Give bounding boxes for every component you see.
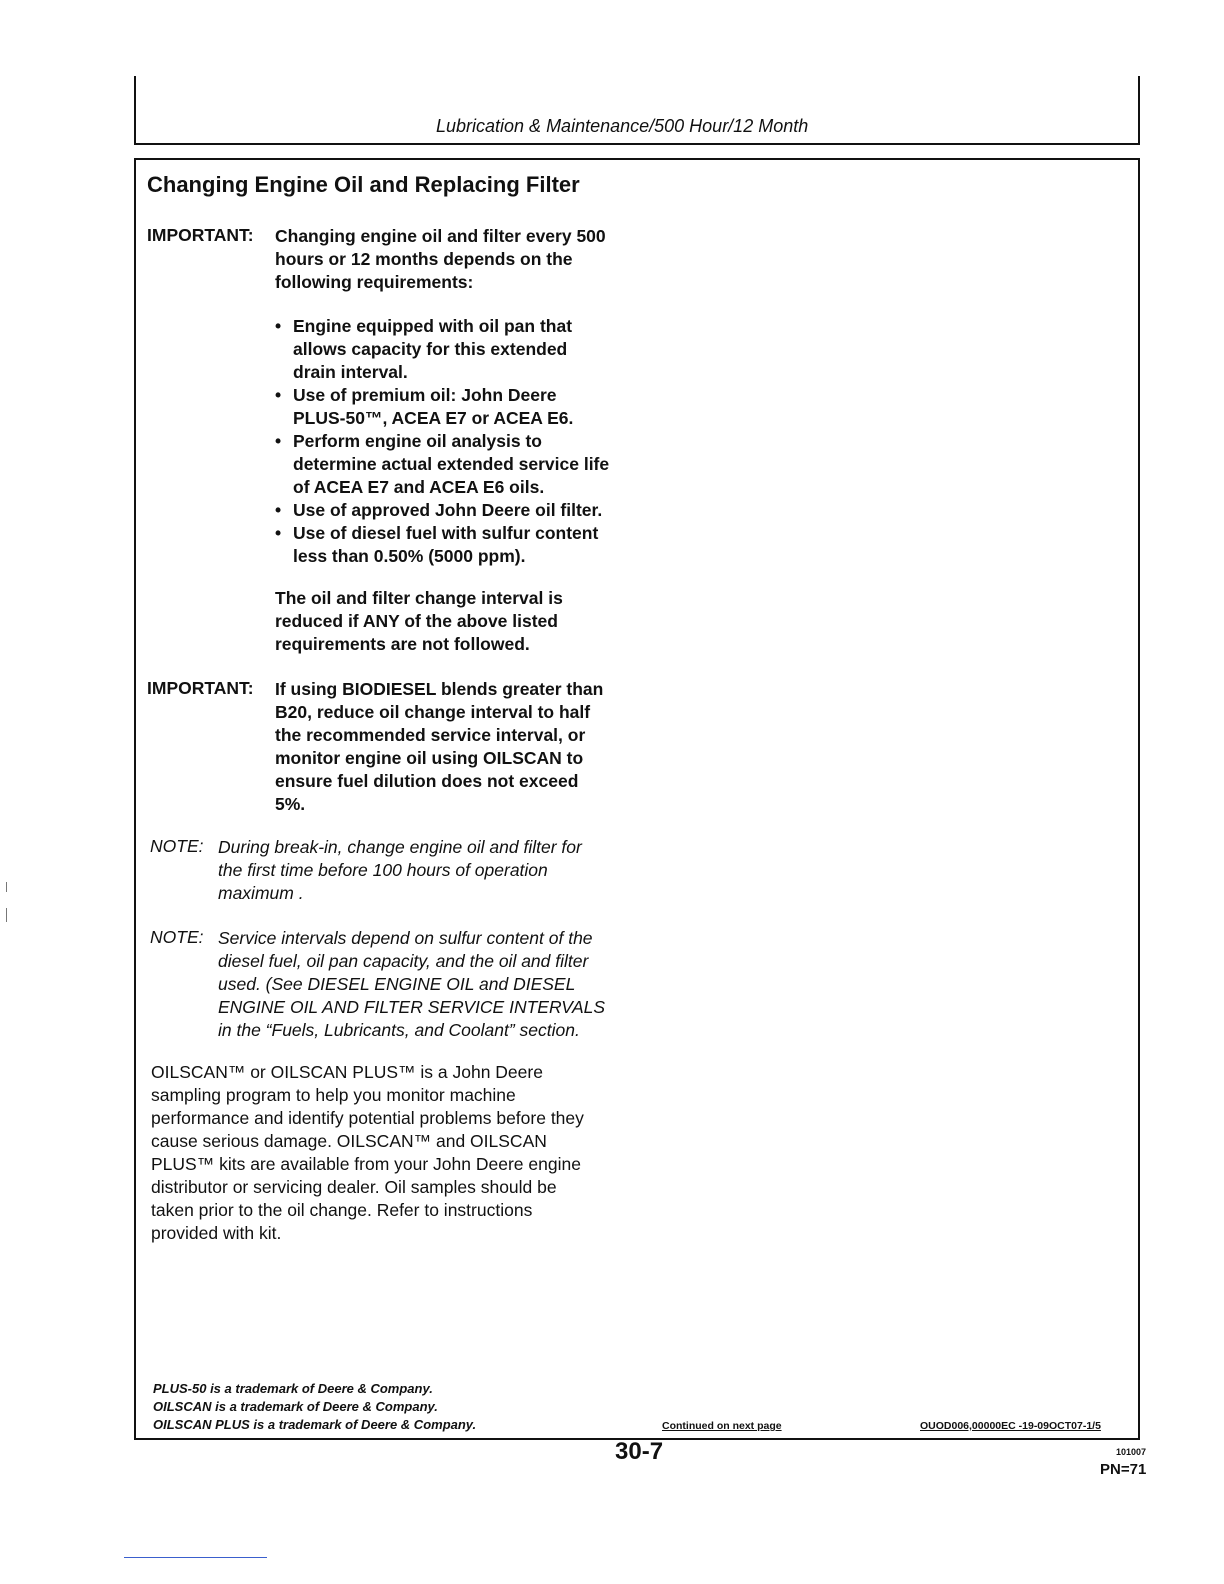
- text-line: used. (See DIESEL ENGINE OIL and DIESEL: [218, 974, 576, 994]
- text-line: hours or 12 months depends on the: [275, 249, 573, 269]
- list-item: [275, 430, 655, 499]
- page-number: 30-7: [615, 1438, 664, 1465]
- important-label-2: IMPORTANT:: [147, 678, 254, 698]
- text-line: of ACEA E7 and ACEA E6 oils.: [293, 477, 545, 497]
- header-rule-left: [134, 76, 136, 144]
- section-title: Changing Engine Oil and Replacing Filter: [147, 172, 580, 197]
- text-line: maximum .: [218, 883, 304, 903]
- pn-code: PN=71: [1100, 1461, 1147, 1478]
- text-line: diesel fuel, oil pan capacity, and the oil and filter: [218, 951, 589, 971]
- text-line: drain interval.: [293, 362, 408, 382]
- text-line: Service intervals depend on sulfur content of the: [218, 928, 593, 948]
- text-line: Use of premium oil: John Deere: [293, 385, 557, 405]
- text-line: If using BIODIESEL blends greater than: [275, 679, 604, 699]
- margin-mark: [6, 908, 7, 922]
- text-line: Use of diesel fuel with sulfur content: [293, 523, 599, 543]
- trademark-line: OILSCAN PLUS is a trademark of Deere & Company.: [153, 1417, 477, 1432]
- text-line: provided with kit.: [151, 1223, 282, 1243]
- text-line: PLUS-50™, ACEA E7 or ACEA E6.: [293, 408, 574, 428]
- list-item: [275, 522, 655, 568]
- trademark-notes: [153, 1380, 476, 1434]
- bullet-icon: •: [275, 431, 282, 451]
- text-line: PLUS™ kits are available from your John Deere engine: [151, 1154, 581, 1174]
- bullet-icon: •: [275, 500, 282, 520]
- trademark-line: PLUS-50 is a trademark of Deere & Company.: [153, 1381, 433, 1396]
- text-line: requirements are not followed.: [275, 634, 530, 654]
- text-line: the recommended service interval, or: [275, 725, 586, 745]
- note-text-2: [218, 927, 658, 1042]
- bullet-icon: •: [275, 385, 282, 405]
- note-text-1: [218, 836, 658, 905]
- footer-rule: [124, 1557, 267, 1558]
- text-line: the first time before 100 hours of operation: [218, 860, 548, 880]
- text-line: OILSCAN™ or OILSCAN PLUS™ is a John Deere: [151, 1062, 543, 1082]
- text-line: ENGINE OIL AND FILTER SERVICE INTERVALS: [218, 997, 606, 1017]
- text-line: ensure fuel dilution does not exceed: [275, 771, 579, 791]
- date-code: 101007: [1116, 1447, 1147, 1457]
- text-line: determine actual extended service life: [293, 454, 610, 474]
- text-line: B20, reduce oil change interval to half: [275, 702, 591, 722]
- text-line: 5%.: [275, 794, 306, 814]
- trademark-line: OILSCAN is a trademark of Deere & Company.: [153, 1399, 438, 1414]
- text-line: allows capacity for this extended: [293, 339, 568, 359]
- list-item: [275, 384, 655, 430]
- requirements-list: [275, 315, 655, 568]
- note-label-1: NOTE:: [150, 836, 204, 856]
- text-line: sampling program to help you monitor machine: [151, 1085, 516, 1105]
- important-label-1: IMPORTANT:: [147, 225, 254, 245]
- text-line: The oil and filter change interval is: [275, 588, 563, 608]
- list-item: [275, 499, 655, 522]
- text-line: reduced if ANY of the above listed: [275, 611, 558, 631]
- important-text-1: [275, 225, 655, 294]
- text-line: distributor or servicing dealer. Oil samples should be: [151, 1177, 557, 1197]
- text-line: following requirements:: [275, 272, 474, 292]
- bullet-icon: •: [275, 523, 282, 543]
- continued-notice: Continued on next page: [662, 1420, 782, 1432]
- text-line: taken prior to the oil change. Refer to instructions: [151, 1200, 533, 1220]
- oilscan-paragraph: [151, 1061, 631, 1245]
- text-line: cause serious damage. OILSCAN™ and OILSCAN: [151, 1131, 547, 1151]
- bullet-icon: •: [275, 316, 282, 336]
- text-line: less than 0.50% (5000 ppm).: [293, 546, 526, 566]
- running-header: Lubrication & Maintenance/500 Hour/12 Month: [436, 116, 809, 136]
- text-line: Engine equipped with oil pan that: [293, 316, 573, 336]
- text-line: Use of approved John Deere oil filter.: [293, 500, 603, 520]
- interval-note: [275, 587, 655, 656]
- document-code: OUOD006,00000EC -19-09OCT07-1/5: [920, 1420, 1101, 1432]
- text-line: Changing engine oil and filter every 500: [275, 226, 606, 246]
- header-rule-bottom: [134, 143, 1140, 145]
- header-rule-right: [1138, 76, 1140, 144]
- text-line: performance and identify potential problems before they: [151, 1108, 584, 1128]
- list-item: [275, 315, 655, 384]
- text-line: monitor engine oil using OILSCAN to: [275, 748, 584, 768]
- text-line: in the “Fuels, Lubricants, and Coolant” section.: [218, 1020, 580, 1040]
- important-text-2: [275, 678, 655, 816]
- note-label-2: NOTE:: [150, 927, 204, 947]
- margin-mark: [6, 882, 7, 892]
- text-line: Perform engine oil analysis to: [293, 431, 542, 451]
- text-line: During break-in, change engine oil and filter for: [218, 837, 582, 857]
